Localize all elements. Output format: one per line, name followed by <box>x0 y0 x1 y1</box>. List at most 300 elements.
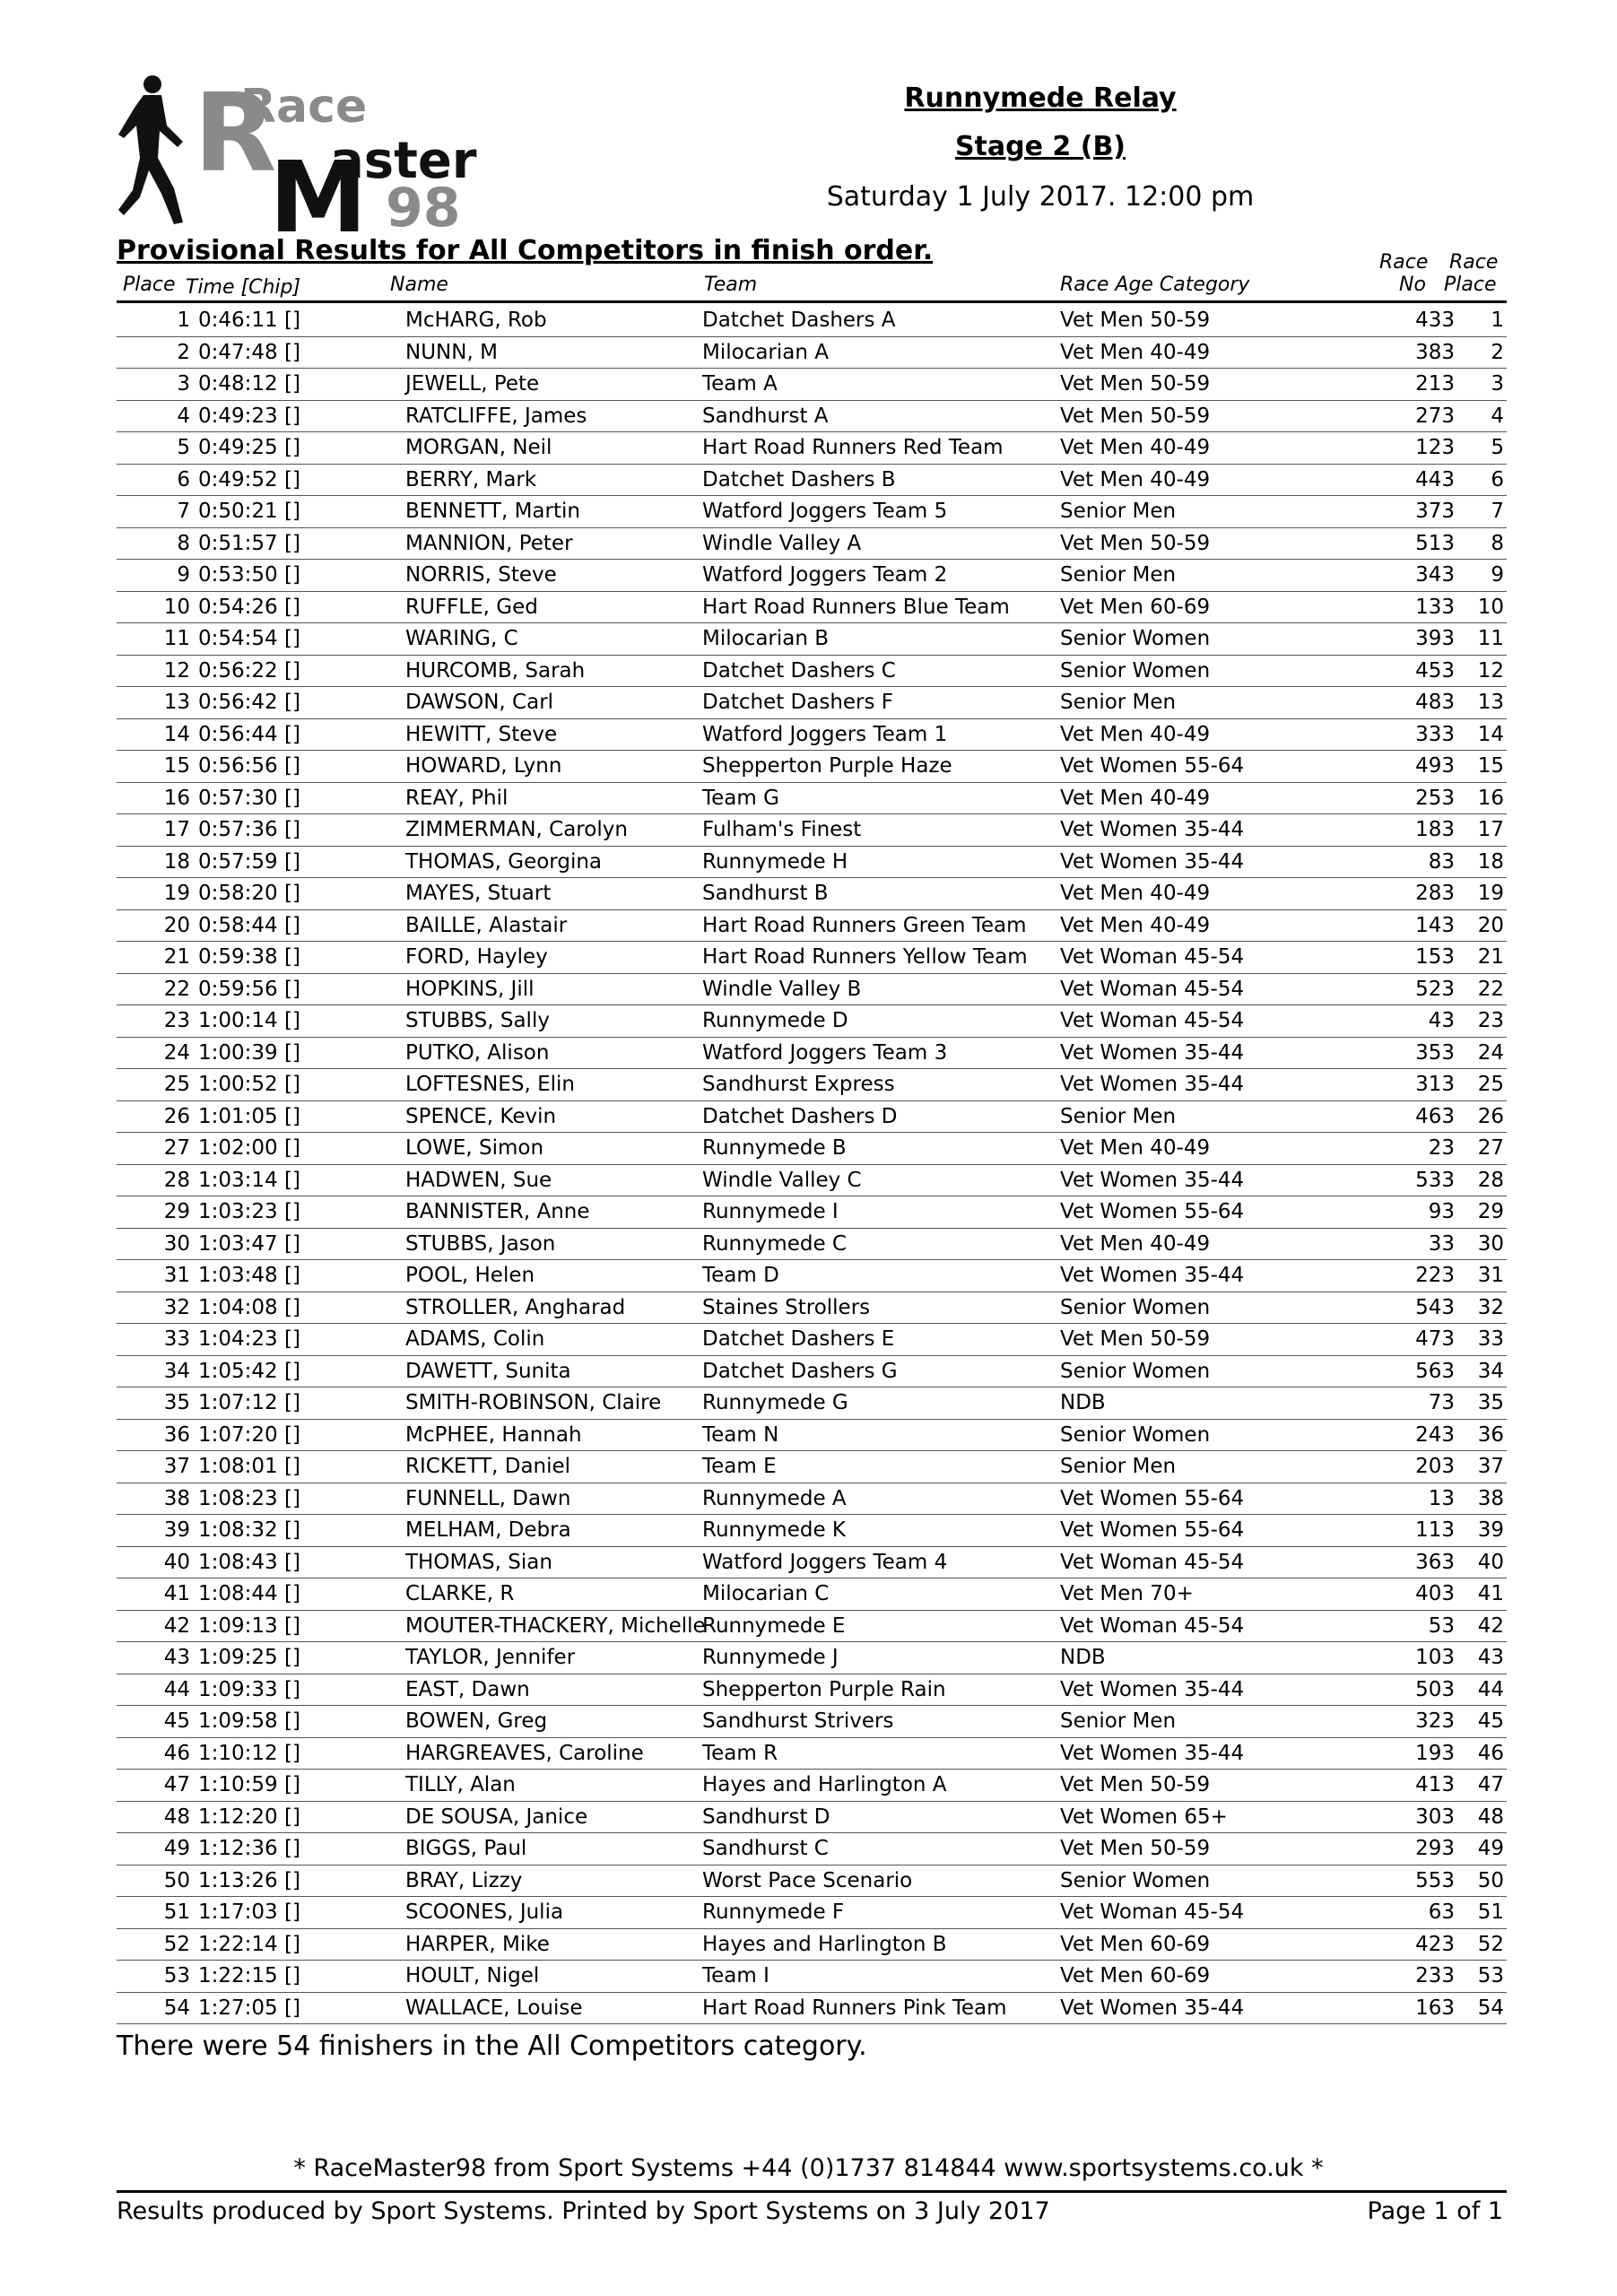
cell-name: WALLACE, Louise <box>405 1996 583 2020</box>
cell-team: Datchet Dashers D <box>702 1104 898 1128</box>
svg-text:M: M <box>269 140 368 233</box>
cell-race-place: 33 <box>1477 1327 1504 1351</box>
cell-time: 1:03:14 [] <box>198 1168 300 1192</box>
cell-place: 45 <box>163 1709 190 1733</box>
cell-time: 1:13:26 [] <box>198 1868 300 1892</box>
table-row <box>117 1770 1507 1802</box>
header-divider <box>117 300 1507 303</box>
cell-place: 23 <box>163 1009 190 1032</box>
cell-team: Shepperton Purple Haze <box>702 754 952 778</box>
col-name: Name <box>390 274 448 296</box>
cell-race-no: 33 <box>1428 1231 1455 1256</box>
cell-category: NDB <box>1060 1391 1106 1414</box>
cell-team: Hart Road Runners Green Team <box>702 913 1027 937</box>
cell-race-place: 36 <box>1477 1422 1504 1447</box>
cell-race-no: 233 <box>1415 1964 1455 1987</box>
table-row <box>117 751 1507 783</box>
cell-place: 17 <box>163 818 190 841</box>
cell-race-no: 23 <box>1428 1136 1455 1160</box>
cell-time: 0:49:52 [] <box>198 467 300 491</box>
cell-category: Vet Women 35-44 <box>1060 1264 1245 1287</box>
cell-race-no: 163 <box>1415 1996 1455 2020</box>
cell-category: Vet Men 40-49 <box>1060 913 1211 937</box>
cell-race-place: 41 <box>1477 1582 1504 1605</box>
cell-category: Senior Men <box>1060 1455 1177 1478</box>
cell-place: 51 <box>163 1900 190 1924</box>
cell-category: Vet Women 55-64 <box>1060 1200 1245 1223</box>
cell-category: NDB <box>1060 1646 1106 1669</box>
cell-place: 15 <box>163 754 190 778</box>
cell-team: Runnymede K <box>702 1518 846 1542</box>
cell-place: 10 <box>163 595 190 619</box>
cell-place: 5 <box>177 436 190 459</box>
table-row <box>117 1260 1507 1292</box>
cell-race-place: 42 <box>1477 1613 1504 1638</box>
table-row <box>117 337 1507 370</box>
cell-time: 0:56:42 [] <box>198 691 300 714</box>
cell-team: Milocarian C <box>702 1582 830 1605</box>
cell-race-place: 24 <box>1477 1040 1504 1065</box>
cell-name: RUFFLE, Ged <box>405 595 538 619</box>
cell-name: RATCLIFFE, James <box>405 404 587 428</box>
cell-place: 49 <box>163 1837 190 1860</box>
col-race-place-top: Race <box>1449 251 1499 274</box>
cell-name: SMITH-ROBINSON, Claire <box>405 1391 662 1414</box>
cell-race-place: 18 <box>1477 849 1504 874</box>
cell-time: 0:56:56 [] <box>198 754 300 778</box>
cell-category: Vet Women 35-44 <box>1060 1996 1245 2020</box>
cell-time: 0:50:21 [] <box>198 500 300 523</box>
cell-race-place: 11 <box>1477 627 1504 650</box>
stage-title: Stage 2 (B) <box>954 131 1126 162</box>
page-title: Runnymede Relay <box>904 83 1177 114</box>
table-row <box>117 432 1507 465</box>
cell-team: Runnymede F <box>702 1900 845 1924</box>
cell-name: SCOONES, Julia <box>405 1900 564 1924</box>
cell-name: DAWSON, Carl <box>405 691 554 714</box>
cell-category: Senior Women <box>1060 658 1211 683</box>
cell-place: 22 <box>163 977 190 1001</box>
table-row <box>117 1133 1507 1165</box>
logo-master: aster <box>330 132 477 190</box>
cell-race-no: 513 <box>1415 531 1455 555</box>
cell-time: 1:05:42 [] <box>198 1359 300 1383</box>
table-row <box>117 910 1507 943</box>
cell-team: Windle Valley B <box>702 977 862 1001</box>
cell-race-no: 473 <box>1415 1327 1455 1351</box>
cell-race-no: 203 <box>1415 1455 1455 1478</box>
cell-team: Datchet Dashers A <box>702 309 896 332</box>
cell-category: Senior Women <box>1060 1868 1211 1892</box>
cell-time: 1:00:14 [] <box>198 1009 300 1032</box>
table-row <box>117 719 1507 752</box>
cell-place: 52 <box>163 1932 190 1956</box>
cell-time: 1:17:03 [] <box>198 1900 300 1924</box>
table-row <box>117 1324 1507 1356</box>
cell-race-no: 433 <box>1415 309 1455 332</box>
cell-team: Staines Strollers <box>702 1295 871 1319</box>
cell-team: Team D <box>702 1264 779 1287</box>
cell-category: Vet Men 60-69 <box>1060 1932 1211 1956</box>
cell-place: 21 <box>163 945 190 969</box>
cell-place: 40 <box>163 1550 190 1574</box>
cell-name: TAYLOR, Jennifer <box>405 1646 576 1669</box>
footer-page-number: Page 1 of 1 <box>1367 2197 1503 2225</box>
table-row <box>117 1005 1507 1038</box>
cell-race-no: 93 <box>1428 1200 1455 1223</box>
cell-time: 0:57:59 [] <box>198 849 300 874</box>
cell-team: Hayes and Harlington B <box>702 1932 947 1956</box>
cell-place: 36 <box>163 1422 190 1447</box>
table-row <box>117 656 1507 688</box>
cell-team: Team A <box>702 372 778 396</box>
cell-race-place: 53 <box>1477 1964 1504 1987</box>
cell-category: Vet Men 50-59 <box>1060 404 1211 428</box>
cell-race-place: 30 <box>1477 1231 1504 1256</box>
cell-name: PUTKO, Alison <box>405 1040 550 1065</box>
section-title: Provisional Results for All Competitors in finish order. <box>117 235 934 266</box>
cell-name: NUNN, M <box>405 340 498 364</box>
cell-name: FUNNELL, Dawn <box>405 1486 571 1510</box>
cell-race-no: 333 <box>1415 722 1455 746</box>
cell-name: HARGREAVES, Caroline <box>405 1741 644 1765</box>
cell-place: 31 <box>163 1264 190 1287</box>
cell-time: 1:00:39 [] <box>198 1040 300 1065</box>
cell-race-no: 113 <box>1415 1518 1455 1542</box>
cell-team: Hart Road Runners Yellow Team <box>702 945 1028 969</box>
cell-name: POOL, Helen <box>405 1264 535 1287</box>
table-row <box>117 1611 1507 1643</box>
cell-category: Vet Men 60-69 <box>1060 1964 1211 1987</box>
cell-race-place: 46 <box>1477 1741 1504 1765</box>
table-row <box>117 1229 1507 1261</box>
cell-category: Vet Woman 45-54 <box>1060 945 1245 969</box>
table-row <box>117 1642 1507 1674</box>
cell-team: Team I <box>702 1964 769 1987</box>
cell-name: LOFTESNES, Elin <box>405 1073 575 1096</box>
cell-race-place: 51 <box>1477 1900 1504 1924</box>
cell-race-place: 21 <box>1477 945 1504 969</box>
cell-race-place: 52 <box>1477 1932 1504 1956</box>
cell-race-no: 53 <box>1428 1613 1455 1638</box>
cell-team: Datchet Dashers B <box>702 467 896 491</box>
cell-category: Senior Men <box>1060 1104 1177 1128</box>
cell-place: 46 <box>163 1741 190 1765</box>
cell-race-no: 503 <box>1415 1677 1455 1701</box>
cell-team: Watford Joggers Team 5 <box>702 500 948 523</box>
cell-race-place: 43 <box>1477 1646 1504 1669</box>
cell-race-place: 6 <box>1491 467 1504 491</box>
cell-team: Hart Road Runners Pink Team <box>702 1996 1007 2020</box>
cell-time: 1:02:00 [] <box>198 1136 300 1160</box>
cell-race-no: 143 <box>1415 913 1455 937</box>
cell-race-no: 13 <box>1428 1486 1455 1510</box>
cell-category: Vet Men 40-49 <box>1060 786 1211 810</box>
cell-place: 42 <box>163 1613 190 1638</box>
cell-place: 18 <box>163 849 190 874</box>
col-time: Time [Chip] <box>186 276 301 299</box>
cell-category: Vet Men 40-49 <box>1060 436 1211 459</box>
footer-produced-by: Results produced by Sport Systems. Printed by Sport Systems on 3 July 2017 <box>117 2197 1050 2225</box>
cell-time: 1:12:36 [] <box>198 1837 300 1860</box>
cell-race-place: 17 <box>1477 818 1504 841</box>
cell-category: Vet Men 40-49 <box>1060 1231 1211 1256</box>
cell-race-no: 393 <box>1415 627 1455 650</box>
cell-team: Hart Road Runners Red Team <box>702 436 1004 459</box>
cell-category: Vet Women 35-44 <box>1060 1040 1245 1065</box>
cell-name: REAY, Phil <box>405 786 509 810</box>
table-row <box>117 942 1507 974</box>
cell-category: Vet Women 35-44 <box>1060 1677 1245 1701</box>
cell-team: Datchet Dashers G <box>702 1359 898 1383</box>
cell-time: 1:12:20 [] <box>198 1805 300 1829</box>
svg-text:R: R <box>194 72 277 196</box>
cell-race-no: 123 <box>1415 436 1455 459</box>
cell-race-no: 83 <box>1428 849 1455 874</box>
cell-race-no: 213 <box>1415 372 1455 396</box>
cell-team: Fulham's Finest <box>702 818 862 841</box>
cell-category: Vet Men 50-59 <box>1060 1327 1211 1351</box>
table-row <box>117 1802 1507 1834</box>
cell-race-place: 25 <box>1477 1073 1504 1096</box>
cell-category: Vet Men 50-59 <box>1060 1773 1211 1796</box>
cell-place: 16 <box>163 786 190 810</box>
cell-race-no: 293 <box>1415 1837 1455 1860</box>
cell-category: Vet Women 35-44 <box>1060 1168 1245 1192</box>
cell-category: Senior Women <box>1060 1422 1211 1447</box>
cell-name: MOUTER-THACKERY, Michelle <box>405 1613 706 1638</box>
cell-place: 13 <box>163 691 190 714</box>
cell-name: FORD, Hayley <box>405 945 548 969</box>
cell-time: 1:09:33 [] <box>198 1677 300 1701</box>
cell-race-place: 28 <box>1477 1168 1504 1192</box>
cell-race-no: 343 <box>1415 563 1455 587</box>
cell-place: 26 <box>163 1104 190 1128</box>
cell-time: 1:07:20 [] <box>198 1422 300 1447</box>
cell-race-no: 73 <box>1428 1391 1455 1414</box>
cell-category: Vet Men 40-49 <box>1060 340 1211 364</box>
cell-place: 48 <box>163 1805 190 1829</box>
cell-team: Team R <box>702 1741 778 1765</box>
cell-category: Vet Woman 45-54 <box>1060 1613 1245 1638</box>
cell-team: Team G <box>702 786 779 810</box>
cell-place: 3 <box>177 372 190 396</box>
table-row <box>117 401 1507 433</box>
cell-place: 34 <box>163 1359 190 1383</box>
table-row <box>117 496 1507 528</box>
racemaster-logo <box>117 72 583 233</box>
cell-category: Senior Women <box>1060 1295 1211 1319</box>
table-row <box>117 1196 1507 1229</box>
table-row <box>117 623 1507 656</box>
cell-team: Sandhurst Express <box>702 1073 895 1096</box>
cell-race-no: 483 <box>1415 691 1455 714</box>
cell-race-no: 543 <box>1415 1295 1455 1319</box>
table-row <box>117 1738 1507 1770</box>
cell-team: Runnymede H <box>702 849 848 874</box>
cell-time: 1:08:01 [] <box>198 1455 300 1478</box>
cell-team: Milocarian A <box>702 340 829 364</box>
table-row <box>117 1101 1507 1134</box>
cell-time: 1:03:47 [] <box>198 1231 300 1256</box>
cell-name: SPENCE, Kevin <box>405 1104 557 1128</box>
cell-category: Senior Men <box>1060 691 1177 714</box>
cell-time: 1:08:23 [] <box>198 1486 300 1510</box>
table-row <box>117 974 1507 1006</box>
cell-category: Vet Woman 45-54 <box>1060 1009 1245 1032</box>
cell-name: THOMAS, Sian <box>405 1550 552 1574</box>
cell-time: 1:10:59 [] <box>198 1773 300 1796</box>
table-row <box>117 592 1507 624</box>
table-row <box>117 1833 1507 1866</box>
cell-place: 39 <box>163 1518 190 1542</box>
cell-race-place: 5 <box>1491 436 1504 459</box>
cell-time: 0:57:30 [] <box>198 786 300 810</box>
cell-race-place: 49 <box>1477 1837 1504 1860</box>
table-row <box>117 465 1507 497</box>
cell-team: Runnymede I <box>702 1200 839 1223</box>
cell-time: 1:22:15 [] <box>198 1964 300 1987</box>
cell-team: Windle Valley A <box>702 531 862 555</box>
cell-place: 7 <box>177 500 190 523</box>
cell-name: McPHEE, Hannah <box>405 1422 582 1447</box>
cell-category: Vet Men 50-59 <box>1060 372 1211 396</box>
cell-name: HOPKINS, Jill <box>405 977 535 1001</box>
finishers-summary: There were 54 finishers in the All Competitors category. <box>117 2031 867 2062</box>
cell-time: 1:00:52 [] <box>198 1073 300 1096</box>
cell-name: HEWITT, Steve <box>405 722 558 746</box>
event-date: Saturday 1 July 2017. 12:00 pm <box>826 181 1255 213</box>
cell-race-place: 34 <box>1477 1359 1504 1383</box>
cell-category: Vet Men 50-59 <box>1060 531 1211 555</box>
cell-place: 47 <box>163 1773 190 1796</box>
cell-category: Senior Women <box>1060 627 1211 650</box>
table-row <box>117 847 1507 879</box>
cell-race-no: 193 <box>1415 1741 1455 1765</box>
cell-race-place: 23 <box>1477 1009 1504 1032</box>
cell-race-no: 363 <box>1415 1550 1455 1574</box>
cell-category: Vet Woman 45-54 <box>1060 977 1245 1001</box>
cell-time: 0:53:50 [] <box>198 563 300 587</box>
cell-race-place: 9 <box>1491 563 1504 587</box>
cell-name: THOMAS, Georgina <box>405 849 603 874</box>
cell-time: 0:57:36 [] <box>198 818 300 841</box>
cell-race-place: 7 <box>1491 500 1504 523</box>
cell-category: Vet Women 35-44 <box>1060 1073 1245 1096</box>
cell-category: Vet Men 40-49 <box>1060 1136 1211 1160</box>
cell-time: 0:49:25 [] <box>198 436 300 459</box>
table-row <box>117 1547 1507 1579</box>
cell-race-no: 493 <box>1415 754 1455 778</box>
cell-race-place: 32 <box>1477 1295 1504 1319</box>
cell-team: Sandhurst D <box>702 1805 830 1829</box>
cell-time: 1:01:05 [] <box>198 1104 300 1128</box>
table-row <box>117 1674 1507 1707</box>
cell-race-place: 48 <box>1477 1805 1504 1829</box>
cell-place: 37 <box>163 1455 190 1478</box>
cell-name: JEWELL, Pete <box>405 372 540 396</box>
table-row <box>117 1069 1507 1101</box>
cell-name: STROLLER, Angharad <box>405 1295 626 1319</box>
cell-race-place: 1 <box>1491 309 1504 332</box>
cell-name: BERRY, Mark <box>405 467 537 491</box>
table-row <box>117 1993 1507 2025</box>
cell-team: Runnymede G <box>702 1391 848 1414</box>
cell-race-no: 133 <box>1415 595 1455 619</box>
cell-team: Runnymede C <box>702 1231 847 1256</box>
cell-place: 11 <box>163 627 190 650</box>
cell-race-no: 253 <box>1415 786 1455 810</box>
cell-time: 0:51:57 [] <box>198 531 300 555</box>
table-row <box>117 1866 1507 1898</box>
results-table <box>117 305 1507 2024</box>
table-row <box>117 783 1507 815</box>
cell-time: 1:04:08 [] <box>198 1295 300 1319</box>
cell-name: DE SOUSA, Janice <box>405 1805 588 1829</box>
cell-race-place: 39 <box>1477 1518 1504 1542</box>
table-row <box>117 1961 1507 1993</box>
cell-category: Vet Men 40-49 <box>1060 467 1211 491</box>
cell-name: STUBBS, Jason <box>405 1231 556 1256</box>
cell-place: 28 <box>163 1168 190 1192</box>
software-credit: * RaceMaster98 from Sport Systems +44 (0)1737 814844 www.sportsystems.co.uk * <box>293 2154 1324 2182</box>
cell-team: Watford Joggers Team 1 <box>702 722 948 746</box>
cell-team: Sandhurst Strivers <box>702 1709 894 1733</box>
cell-name: MORGAN, Neil <box>405 436 552 459</box>
table-row <box>117 1420 1507 1452</box>
cell-place: 43 <box>163 1646 190 1669</box>
table-row <box>117 1578 1507 1611</box>
cell-race-place: 10 <box>1477 595 1504 619</box>
cell-name: EAST, Dawn <box>405 1677 530 1701</box>
col-race-no-bottom: No <box>1399 274 1426 296</box>
logo-race: Race <box>240 80 368 134</box>
cell-race-place: 22 <box>1477 977 1504 1001</box>
cell-team: Sandhurst C <box>702 1837 829 1860</box>
cell-race-no: 283 <box>1415 882 1455 905</box>
cell-place: 8 <box>177 531 190 555</box>
cell-team: Watford Joggers Team 4 <box>702 1550 948 1574</box>
cell-time: 1:22:14 [] <box>198 1932 300 1956</box>
cell-race-place: 4 <box>1491 404 1504 428</box>
cell-race-no: 423 <box>1415 1932 1455 1956</box>
cell-team: Hart Road Runners Blue Team <box>702 595 1010 619</box>
cell-race-no: 223 <box>1415 1264 1455 1287</box>
cell-category: Vet Women 55-64 <box>1060 754 1245 778</box>
cell-name: HOWARD, Lynn <box>405 754 562 778</box>
cell-race-no: 153 <box>1415 945 1455 969</box>
cell-race-no: 43 <box>1428 1009 1455 1032</box>
cell-race-place: 54 <box>1477 1996 1504 2020</box>
table-row <box>117 1165 1507 1197</box>
cell-race-place: 8 <box>1491 531 1504 555</box>
cell-time: 1:09:58 [] <box>198 1709 300 1733</box>
table-row <box>117 560 1507 592</box>
table-row <box>117 1356 1507 1388</box>
cell-time: 1:07:12 [] <box>198 1391 300 1414</box>
cell-category: Vet Men 40-49 <box>1060 722 1211 746</box>
cell-name: RICKETT, Daniel <box>405 1455 571 1478</box>
cell-category: Vet Men 60-69 <box>1060 595 1211 619</box>
cell-category: Vet Men 70+ <box>1060 1582 1194 1605</box>
cell-time: 0:56:22 [] <box>198 658 300 683</box>
cell-race-no: 273 <box>1415 404 1455 428</box>
cell-race-place: 50 <box>1477 1868 1504 1892</box>
cell-team: Windle Valley C <box>702 1168 862 1192</box>
cell-time: 1:09:25 [] <box>198 1646 300 1669</box>
cell-name: NORRIS, Steve <box>405 563 557 587</box>
cell-race-place: 13 <box>1477 691 1504 714</box>
